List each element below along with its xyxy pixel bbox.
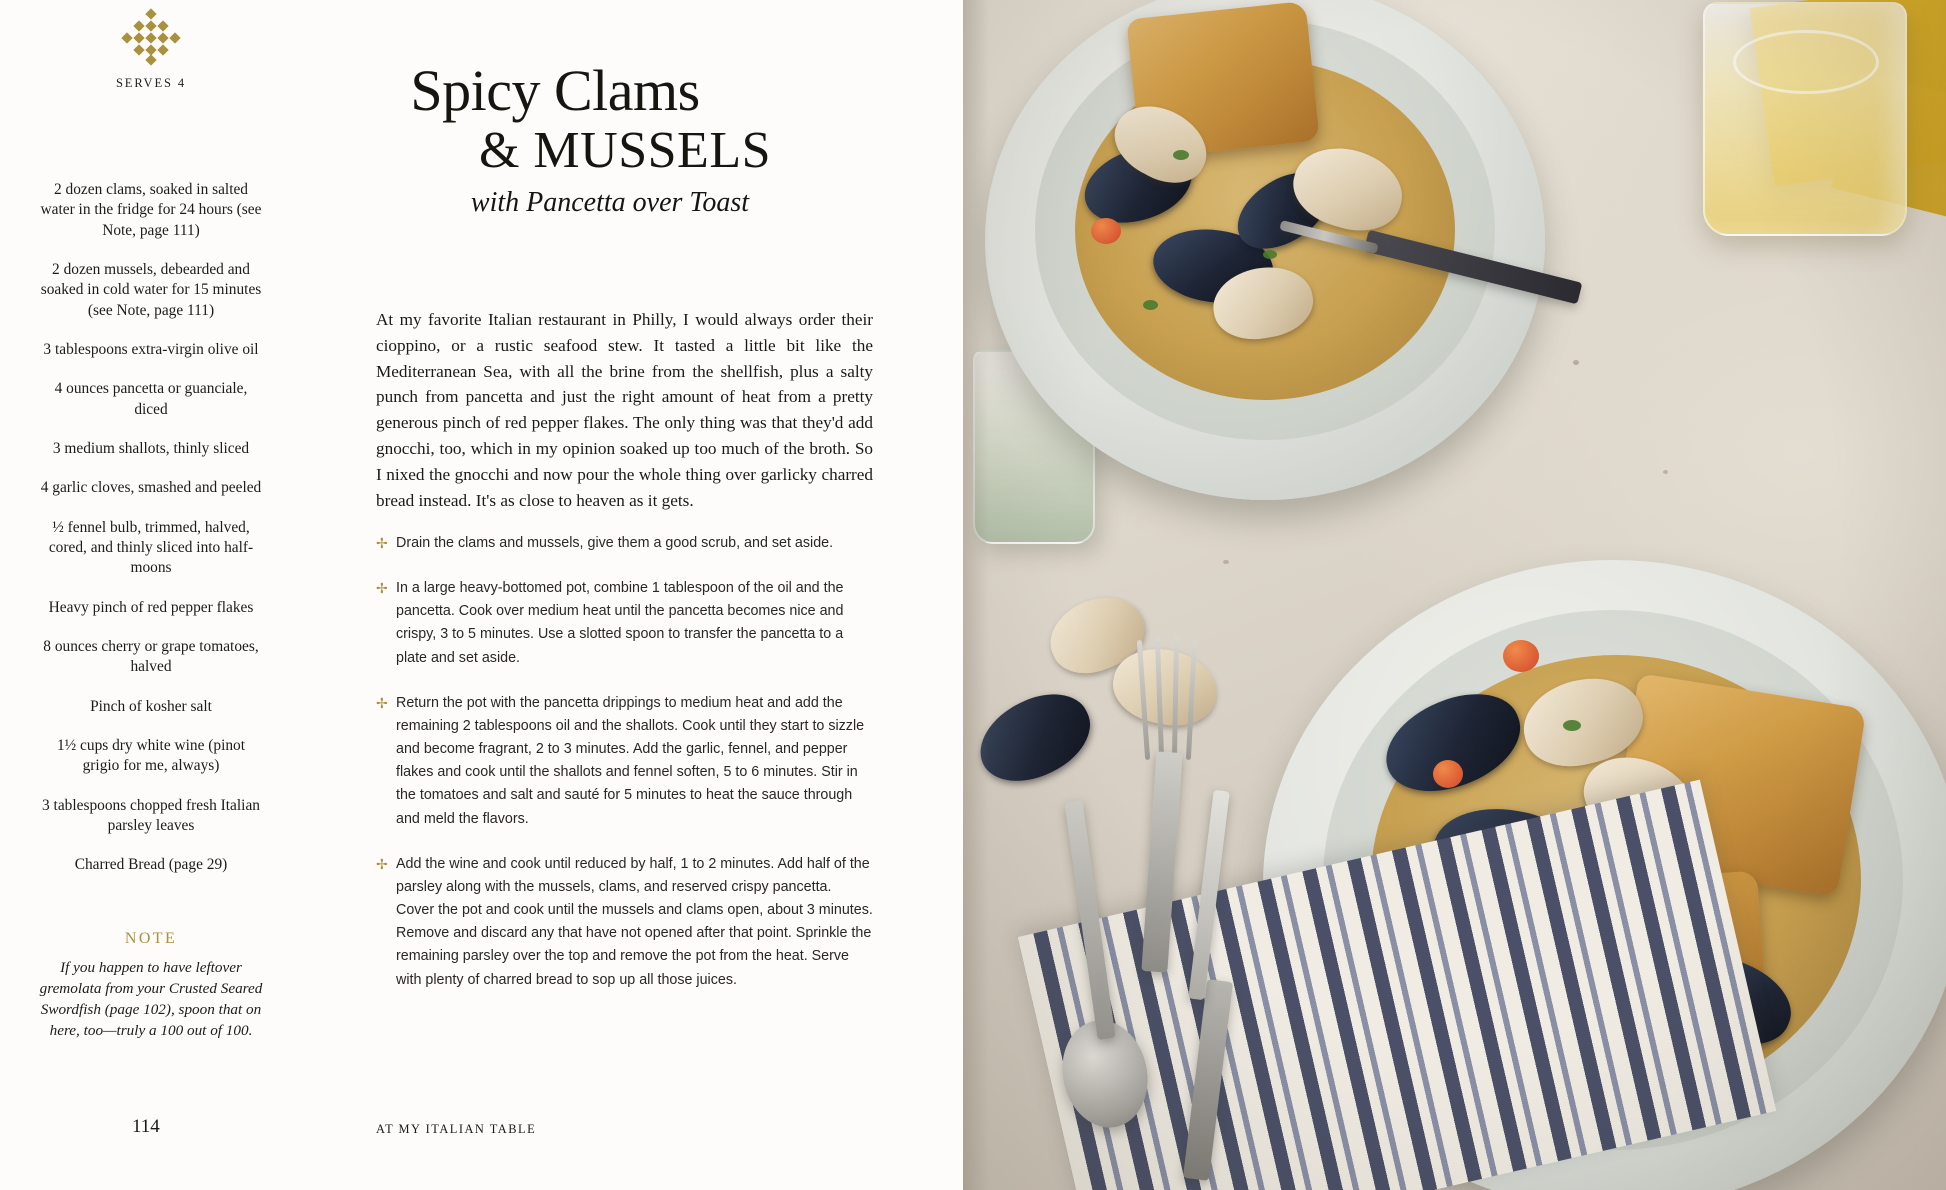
tomato: [1503, 640, 1539, 672]
step-marker-icon: ✢: [376, 580, 388, 597]
ingredient-item: 3 medium shallots, thinly sliced: [52, 439, 250, 457]
carafe-rim: [1733, 30, 1879, 94]
parsley: [1143, 300, 1158, 310]
ingredient-item: 2 dozen mussels, debearded and soaked in cold water for 15 minutes (see Note, page 111): [40, 260, 262, 319]
ingredient-item: 4 garlic cloves, smashed and peeled: [40, 479, 262, 497]
step-item: [376, 577, 873, 670]
parsley: [1263, 250, 1277, 259]
tomato: [1433, 760, 1463, 788]
step-marker-icon: ✢: [376, 694, 388, 711]
ingredient-item: Pinch of kosher salt: [90, 697, 212, 715]
step-text: Add the wine and cook until reduced by half, 1 to 2 minutes. Add half of the parsley along with the mussels, clams, and reserved crispy pancetta. Cover the pot and cook until the mussels and clams open, about 3 minutes. Remove and discard any that have not opened after that point. Sprinkle the remaining parsley over the top and remove the pot from the heat. Serve with plenty of charred bread to sop up all those juices.: [396, 855, 873, 988]
step-marker-icon: ✢: [376, 535, 388, 551]
note-block: [38, 930, 264, 1042]
parsley: [1563, 720, 1581, 731]
ingredient-item: 2 dozen clams, soaked in salted water in the fridge for 24 hours (see Note, page 111): [40, 181, 262, 239]
ingredient-item: 8 ounces cherry or grape tomatoes, halved: [43, 637, 259, 676]
ingredient-item: 1½ cups dry white wine (pinot grigio for me, always): [56, 736, 246, 775]
running-head: AT MY ITALIAN TABLE: [376, 1122, 537, 1136]
note-title: NOTE: [124, 930, 178, 947]
title-subtitle: with Pancetta over Toast: [470, 187, 750, 219]
ingredient-item: ½ fennel bulb, trimmed, halved, cored, and thinly sliced into half-moons: [48, 518, 254, 577]
step-item: [376, 853, 873, 992]
recipe-steps: [376, 532, 873, 1014]
step-marker-icon: ✢: [376, 855, 388, 872]
recipe-intro: At my favorite Italian restaurant in Philly, I would always order their cioppino, or a rustic seafood stew. It tasted a little bit like the Mediterranean Sea, with all the brine from the shellfish, plus a salty punch from pancetta and just the right amount of heat from a pretty generous pinch of red pepper flakes. The only thing was that they'd add gnocchi, too, which in my opinion soaked up too much of the broth. So I nixed the gnocchi and now pour the whole thing over garlicky charred bread instead. It's as close to heaven as it gets.: [376, 310, 873, 510]
step-item: [376, 692, 873, 831]
ingredients-list: [38, 180, 264, 895]
recipe-page: [0, 0, 963, 1190]
step-text: Drain the clams and mussels, give them a good scrub, and set aside.: [396, 535, 834, 551]
recipe-photo: [963, 0, 1946, 1190]
recipe-title: [330, 58, 860, 219]
ingredient-item: 3 tablespoons extra-virgin olive oil: [43, 340, 259, 358]
tomato: [1091, 218, 1121, 244]
page-number: 114: [132, 1116, 160, 1137]
step-item: [376, 532, 873, 555]
ingredient-item: Charred Bread (page 29): [74, 856, 228, 874]
ingredient-item: Heavy pinch of red pepper flakes: [48, 598, 254, 616]
title-line-1: Spicy Clams: [410, 58, 700, 123]
step-text: In a large heavy-bottomed pot, combine 1 tablespoon of the oil and the pancetta. Cook over medium heat until the pancetta becomes nice and crispy, 3 to 5 minutes. Use a slotted spoon to transfer the pancetta to a plate and set aside.: [396, 580, 844, 666]
parsley: [1173, 150, 1189, 160]
ornament-icon: [116, 8, 186, 66]
step-text: Return the pot with the pancetta drippings to medium heat and add the remaining 2 tablespoons oil and the shallots. Cook until they start to sizzle and become fragrant, 2 to 3 minutes. Add the garlic, fennel, and pepper flakes and cook until the shallots and fennel soften, 5 to 6 minutes. Stir in the tomatoes and salt and sauté for 5 minutes to heat the sauce through and meld the flavors.: [396, 694, 865, 827]
ingredient-item: 4 ounces pancetta or guanciale, diced: [54, 380, 248, 418]
ingredient-item: 3 tablespoons chopped fresh Italian parsley leaves: [42, 796, 260, 834]
serves-label: SERVES 4: [115, 76, 187, 90]
note-body: If you happen to have leftover gremolata from your Crusted Seared Swordfish (page 102), spoon that on here, too—truly a 100 out of 100.: [39, 959, 263, 1039]
title-line-2: & MUSSELS: [478, 122, 772, 179]
